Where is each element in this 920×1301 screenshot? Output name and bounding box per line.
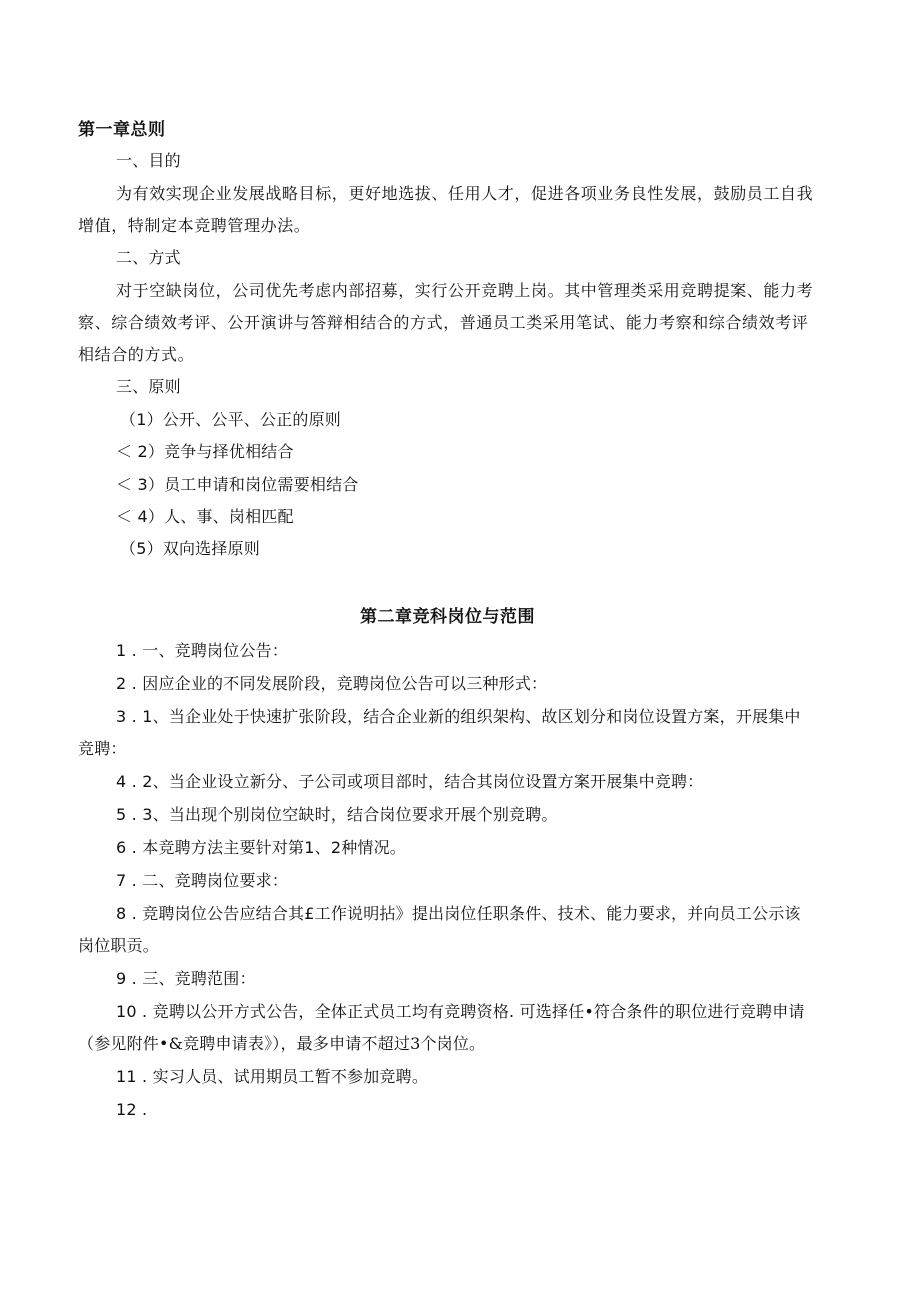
section-2-paragraph-line-3: 相结合的方式。 [78,345,195,364]
chapter-2-item-continuation: 竞聘： [78,739,127,758]
chapter-2-item: 12 . [116,1100,148,1119]
chapter-2-item-continuation: （参见附件•&竞聘申请表》），最多申请不超过3个岗位。 [78,1034,486,1053]
chapter-2-item: 9 . 三、竞聘范围： [116,969,256,988]
chapter-2-title: 第二章竞科岗位与范围 [360,607,535,627]
chapter-2-item: 1 . 一、竞聘岗位公告： [116,641,289,660]
section-3-title: 三、原则 [116,377,181,396]
section-1-title: 一、目的 [116,151,181,170]
principle-item: （5）双向选择原则 [120,539,260,558]
section-2-paragraph-line-1: 对于空缺岗位，公司优先考虑内部招募，实行公开竞聘上岗。其中管理类采用竞聘提案、能力考 [116,281,814,300]
section-1-paragraph-line-2: 增值，特制定本竞聘管理办法。 [78,216,311,235]
chapter-1-title: 第一章总则 [78,120,166,140]
chapter-2-item: 3 . 1、当企业处于快速扩张阶段，结合企业新的组织架构、故区划分和岗位设置方案，开展集中 [116,707,801,726]
section-2-title: 二、方式 [116,248,181,267]
chapter-2-item: 11 . 实习人员、试用期员工暂不参加竞聘。 [116,1067,429,1086]
chapter-2-item-continuation: 岗位职贡。 [78,936,160,955]
principle-item: ＜ 2）竞争与择优相结合 [116,442,294,461]
principle-item: ＜ 3）员工申请和岗位需要相结合 [116,475,359,494]
chapter-2-item: 2 . 因应企业的不同发展阶段，竞聘岗位公告可以三种形式： [116,674,548,693]
section-1-paragraph-line-1: 为有效实现企业发展战略目标，更好地选拔、任用人才，促进各项业务良性发展，鼓励员工自我 [116,184,814,203]
chapter-2-item: 10 . 竞聘以公开方式公告，全体正式员工均有竞聘资格. 可选择任•符合条件的职位进行竞聘申请 [116,1002,805,1021]
chapter-2-item: 5 . 3、当出现个别岗位空缺时，结合岗位要求开展个别竞聘。 [116,805,558,824]
chapter-2-item: 6 . 本竞聘方法主要针对第1、2种情况。 [116,838,406,857]
chapter-2-item: 4 . 2、当企业设立新分、子公司或项目部时，结合其岗位设置方案开展集中竞聘： [116,772,704,791]
principle-item: （1）公开、公平、公正的原则 [120,410,341,429]
chapter-2-item: 8 . 竞聘岗位公告应结合其£工作说明拈》提出岗位任职条件、技术、能力要求，并向员工公示该 [116,904,801,923]
chapter-2-item: 7 . 二、竞聘岗位要求： [116,871,289,890]
section-2-paragraph-line-2: 察、综合绩效考评、公开演讲与答辩相结合的方式，普通员工类采用笔试、能力考察和综合绩效考评 [78,313,809,332]
principle-item: ＜ 4）人、事、岗相匹配 [116,507,294,526]
